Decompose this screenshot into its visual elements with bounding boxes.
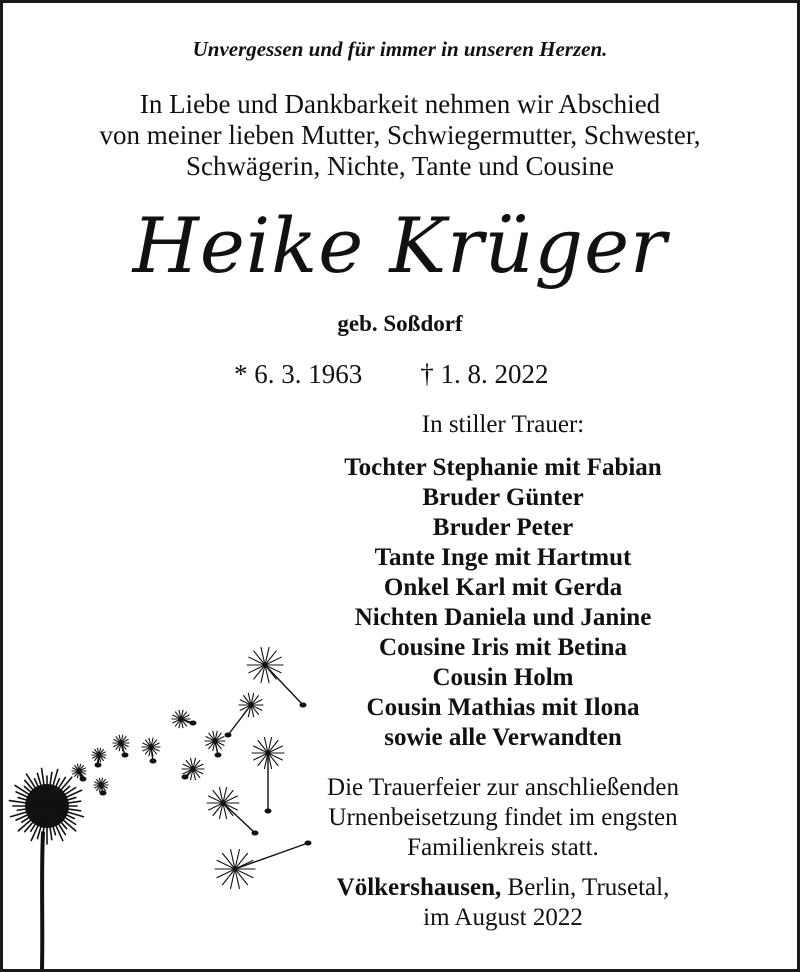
deceased-name: Heike Krüger — [132, 201, 668, 290]
intro-text — [3, 89, 797, 182]
dandelion-seeds-icon — [3, 643, 323, 969]
place-rest: Berlin, Trusetal, — [501, 874, 670, 901]
family-member: Bruder Günter — [422, 484, 584, 511]
family-member: Bruder Peter — [432, 514, 574, 541]
family-member: Cousine Iris mit Betina — [379, 634, 627, 661]
intro-line: In Liebe und Dankbarkeit nehmen wir Abschied — [139, 89, 661, 119]
birth-date: * 6. 3. 1963 — [234, 359, 363, 389]
mourning-label: In stiller Trauer: — [421, 411, 585, 438]
family-list — [303, 453, 703, 753]
family-member: sowie alle Verwandten — [384, 724, 622, 751]
funeral-info-line: Familienkreis statt. — [407, 834, 599, 861]
birth-name: geb. Soßdorf — [337, 311, 463, 336]
funeral-info-line: Urnenbeisetzung findet im engsten — [328, 804, 678, 831]
intro-line: Schwägerin, Nichte, Tante und Cousine — [185, 151, 615, 181]
family-member: Tante Inge mit Hartmut — [374, 544, 632, 571]
date-line: im August 2022 — [423, 904, 583, 931]
intro-line: von meiner lieben Mutter, Schwiegermutter, Schwester, — [99, 120, 701, 150]
family-member: Cousin Mathias mit Ilona — [366, 694, 640, 721]
place-primary: Völkershausen, — [336, 874, 502, 901]
family-member: Nichten Daniela und Janine — [354, 604, 652, 631]
death-date: † 1. 8. 2022 — [420, 359, 549, 389]
family-member: Onkel Karl mit Gerda — [383, 574, 623, 601]
place-line — [253, 873, 753, 903]
family-member: Cousin Holm — [432, 664, 574, 691]
funeral-info-line: Die Trauerfeier zur anschließenden — [327, 774, 679, 801]
life-dates — [234, 359, 634, 390]
funeral-info — [253, 773, 753, 863]
motto: Unvergessen und für immer in unseren Herzen. — [192, 37, 608, 61]
family-member: Tochter Stephanie mit Fabian — [344, 454, 662, 481]
place-and-date — [253, 873, 753, 933]
